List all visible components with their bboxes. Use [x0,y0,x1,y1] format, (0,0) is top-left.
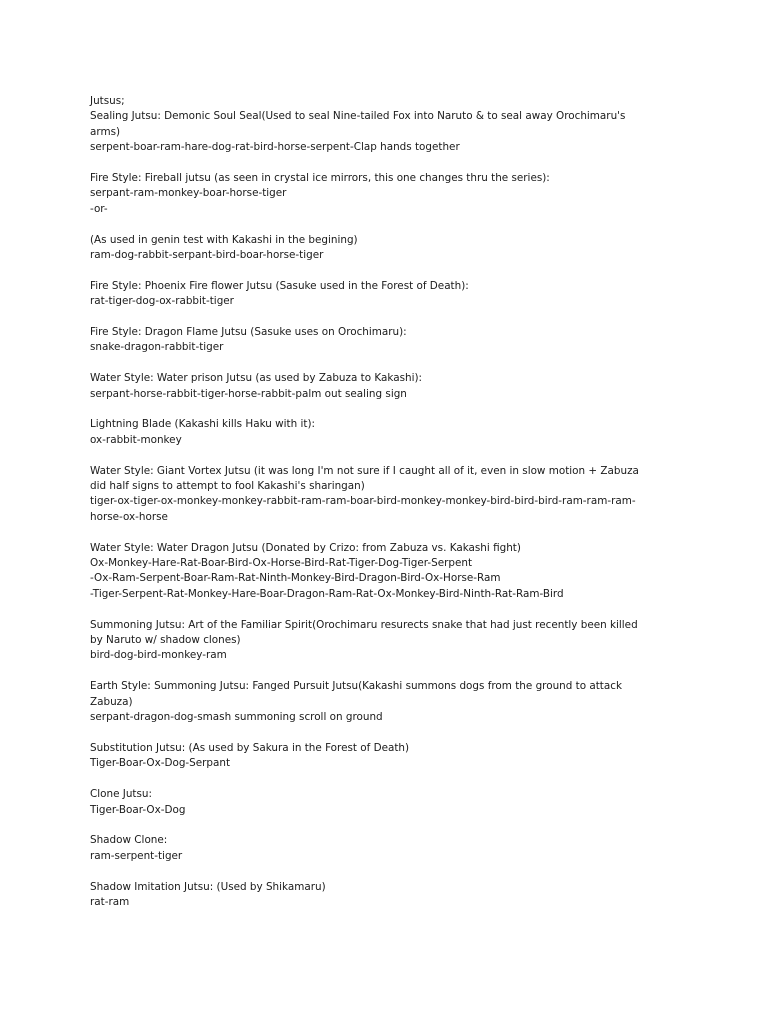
jutsu-entry [90,325,690,356]
entry-heading-line: (As used in genin test with Kakashi in the begining) [90,233,358,246]
jutsu-entry [90,417,690,448]
entry-text-line: arms) [90,125,121,138]
jutsu-entry [90,833,690,864]
jutsu-entry [90,371,690,402]
entry-text-line: Tiger-Boar-Ox-Dog [90,803,186,816]
entry-text-line: -Tiger-Serpent-Rat-Monkey-Hare-Boar-Dragon-Ram-Rat-Ox-Monkey-Bird-Ninth-Rat-Ram-Bird [90,587,564,600]
entry-text-line: ox-rabbit-monkey [90,433,182,446]
entry-text-line: serpant-ram-monkey-boar-horse-tiger [90,187,287,200]
entry-heading-line: Fire Style: Fireball jutsu (as seen in crystal ice mirrors, this one changes thru the series): [90,172,550,185]
entry-text-line: serpant-dragon-dog-smash summoning scroll on ground [90,711,383,724]
entry-text-line: horse-ox-horse [90,510,168,523]
entry-heading-line: Water Style: Giant Vortex Jutsu (it was long I'm not sure if I caught all of it, even in slow motion + Zabuza [90,464,639,477]
jutsu-entry [90,541,690,603]
entry-text-line: serpent-boar-ram-hare-dog-rat-bird-horse-serpent-Clap hands together [90,141,460,154]
document-body [90,94,690,926]
entry-text-line: tiger-ox-tiger-ox-monkey-monkey-rabbit-ram-ram-boar-bird-monkey-monkey-bird-bird-bird-ram-ram-ram- [90,495,636,508]
jutsu-entry [90,741,690,772]
entry-text-line: bird-dog-bird-monkey-ram [90,649,227,662]
entry-text-line: -or- [90,202,108,215]
entry-text-line: -Ox-Ram-Serpent-Boar-Ram-Rat-Ninth-Monkey-Bird-Dragon-Bird-Ox-Horse-Ram [90,572,501,585]
jutsu-entry [90,464,690,526]
entry-heading-line: Clone Jutsu: [90,788,153,801]
entry-text-line: ram-serpent-tiger [90,849,183,862]
entry-heading-line: Jutsus; [90,95,125,107]
entry-text-line: Zabuza) [90,695,133,708]
entry-heading-line: Earth Style: Summoning Jutsu: Fanged Pursuit Jutsu(Kakashi summons dogs from the ground to attack [90,680,622,693]
entry-heading-line: Lightning Blade (Kakashi kills Haku with it): [90,418,316,431]
entry-text-line: serpant-horse-rabbit-tiger-horse-rabbit-palm out sealing sign [90,387,407,400]
entry-text-line: by Naruto w/ shadow clones) [90,634,241,647]
entry-text-line: ram-dog-rabbit-serpant-bird-boar-horse-tiger [90,249,324,262]
jutsu-entry [90,94,690,156]
jutsu-entry [90,880,690,911]
jutsu-entry [90,679,690,725]
entry-text-line: Ox-Monkey-Hare-Rat-Boar-Bird-Ox-Horse-Bird-Rat-Tiger-Dog-Tiger-Serpent [90,557,473,570]
entry-heading-line: Shadow Clone: [90,834,168,847]
entry-heading-line: Shadow Imitation Jutsu: (Used by Shikamaru) [90,880,326,893]
entry-text-line: Sealing Jutsu: Demonic Soul Seal(Used to seal Nine-tailed Fox into Naruto & to seal away Orochimaru's [90,110,626,123]
jutsu-entry [90,279,690,310]
entry-text-line: rat-tiger-dog-ox-rabbit-tiger [90,295,234,308]
jutsu-entry [90,787,690,818]
jutsu-entry [90,171,690,217]
entry-text-line: snake-dragon-rabbit-tiger [90,341,224,354]
entry-text-line: did half signs to attempt to fool Kakashi's sharingan) [90,480,365,493]
entry-heading-line: Water Style: Water prison Jutsu (as used by Zabuza to Kakashi): [90,372,423,385]
entry-heading-line: Substitution Jutsu: (As used by Sakura in the Forest of Death) [90,741,410,754]
jutsu-entry [90,618,690,664]
entry-text-line: rat-ram [90,895,130,908]
entry-text-line: Tiger-Boar-Ox-Dog-Serpant [90,757,231,770]
jutsu-entry [90,233,690,264]
entry-heading-line: Summoning Jutsu: Art of the Familiar Spirit(Orochimaru resurects snake that had just recently been killed [90,618,638,631]
entry-heading-line: Water Style: Water Dragon Jutsu (Donated by Crizo: from Zabuza vs. Kakashi fight) [90,541,521,554]
entry-heading-line: Fire Style: Dragon Flame Jutsu (Sasuke uses on Orochimaru): [90,326,407,339]
entry-heading-line: Fire Style: Phoenix Fire flower Jutsu (Sasuke used in the Forest of Death): [90,279,469,292]
